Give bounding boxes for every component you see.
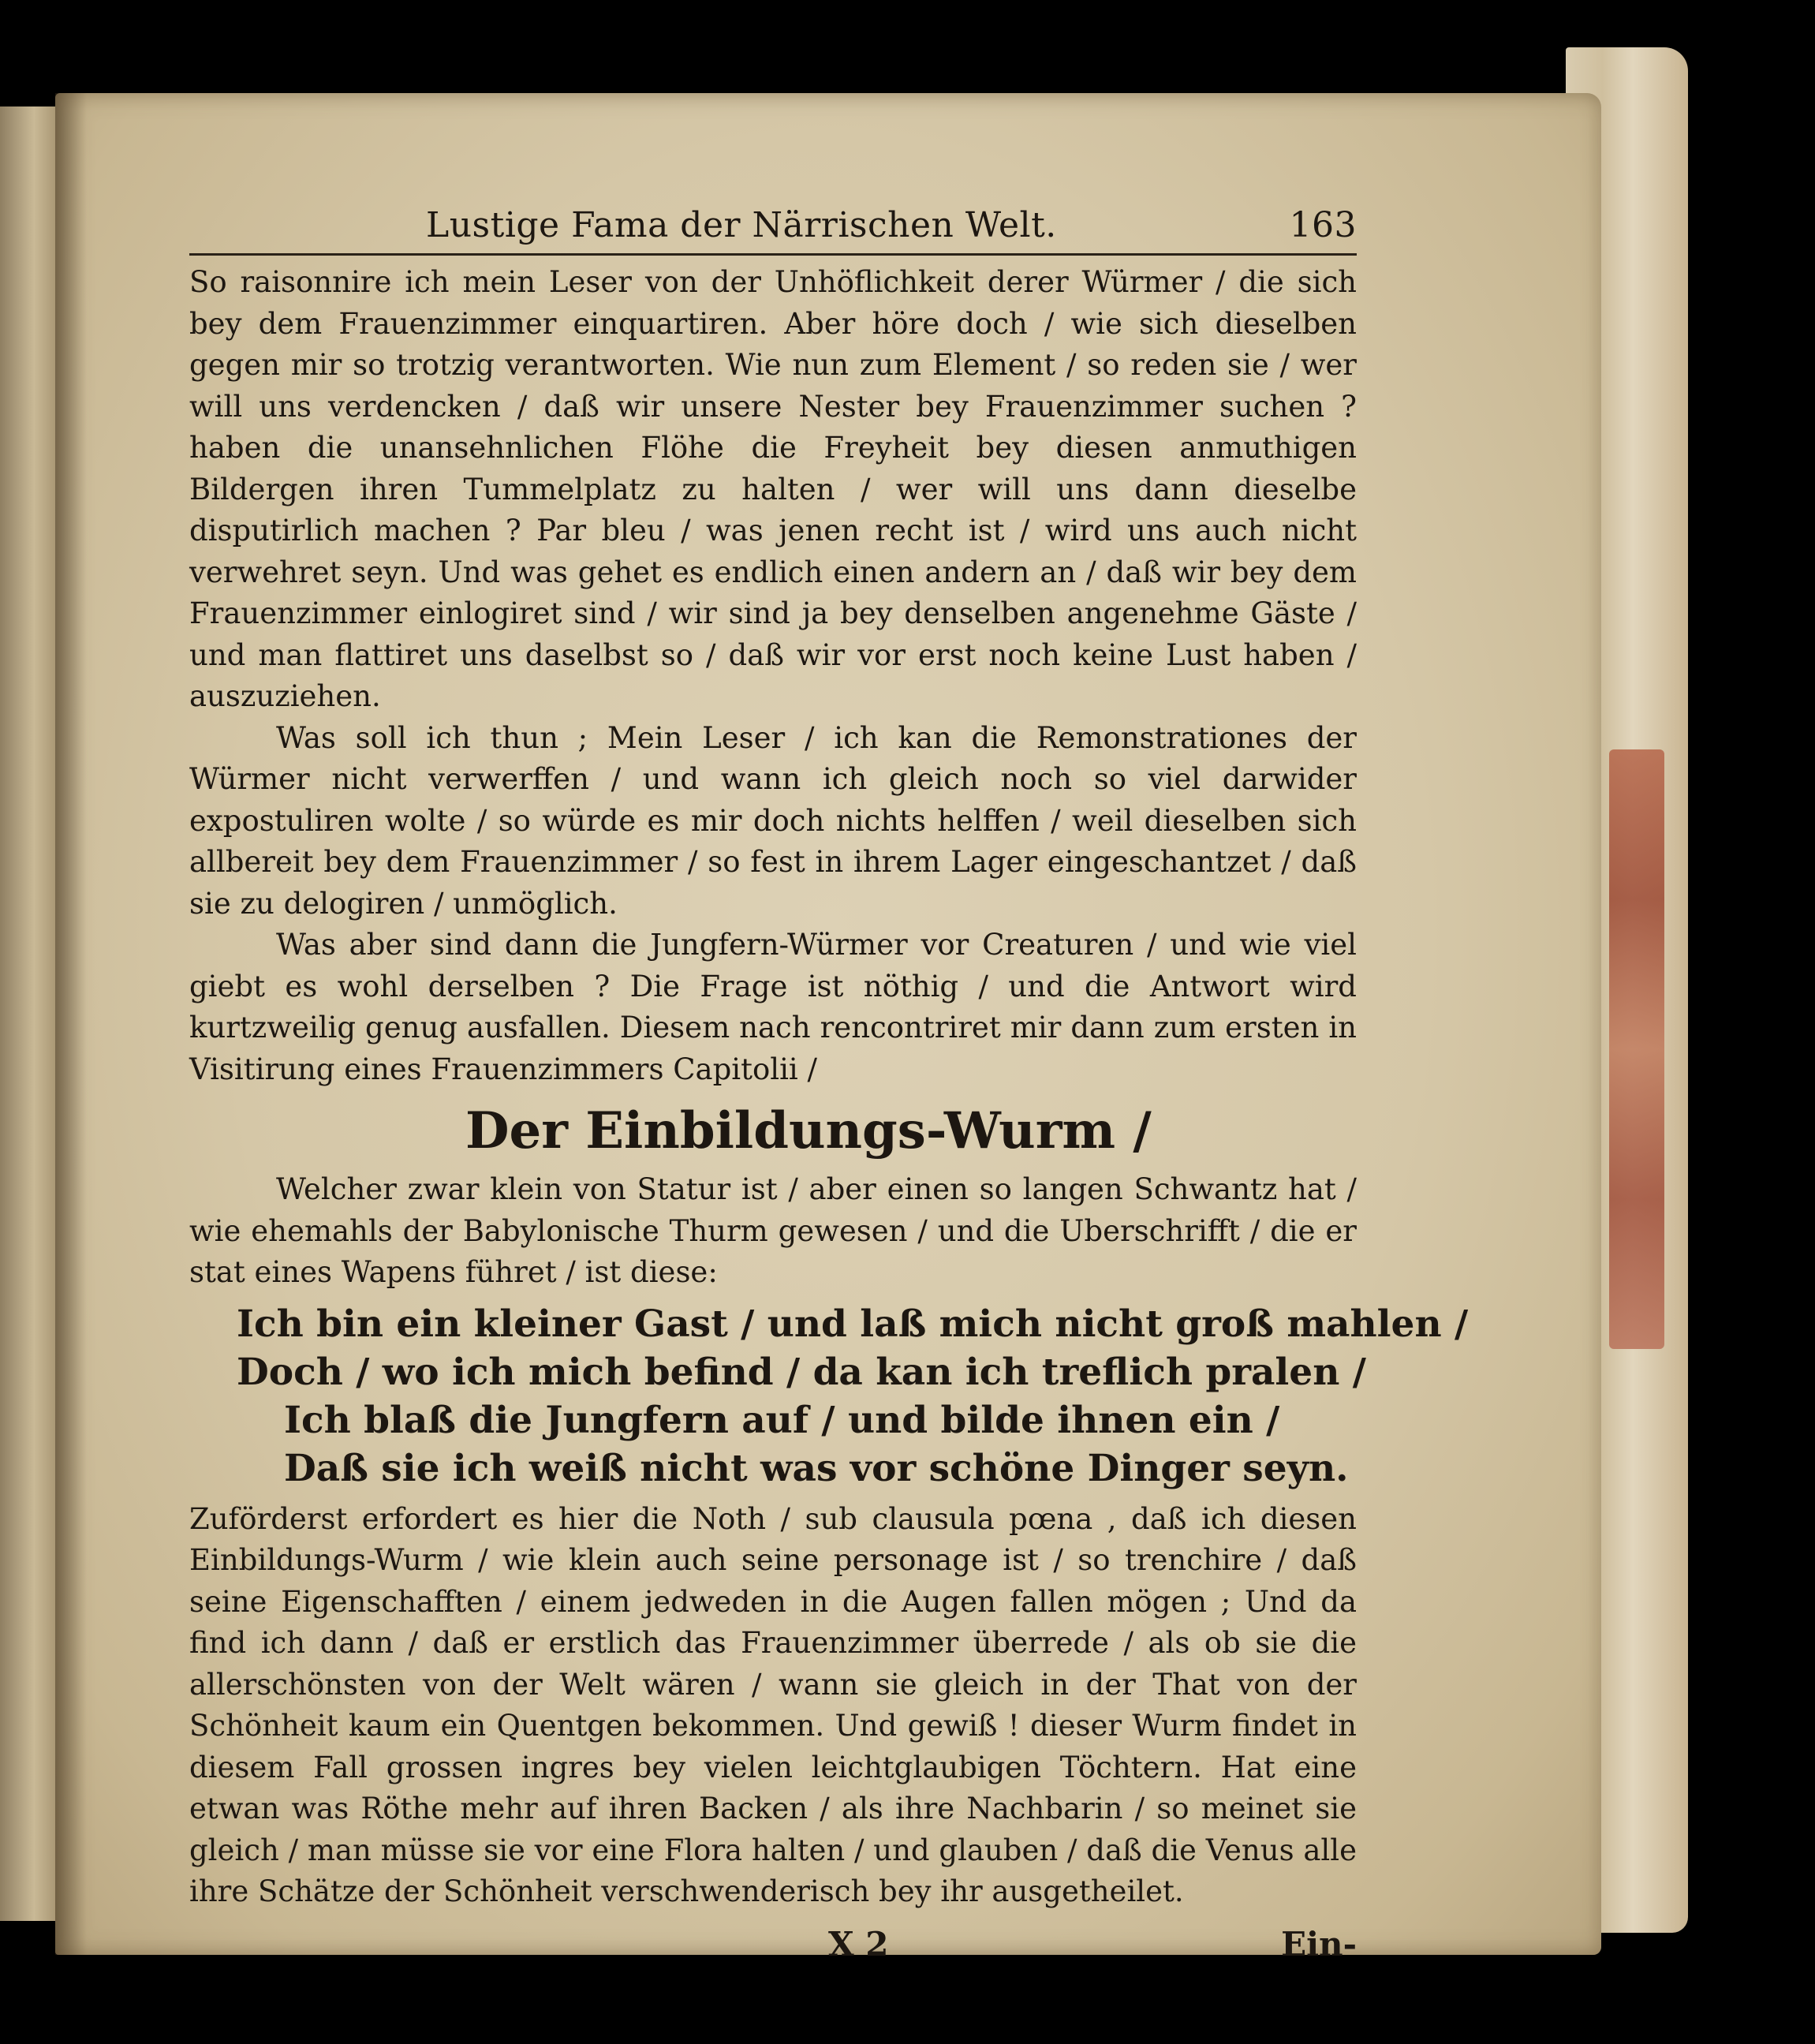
running-head [189,201,1357,250]
section-heading: Der Einbildungs-Wurm / [465,1101,1152,1160]
facing-page-edge [0,106,57,1921]
running-head-title: Lustige Fama der Närrischen Welt. [426,205,1057,245]
verse-block [237,1300,1469,1493]
verse-line: Ich blaß die Jungfern auf / und bilde ihnen ein / [284,1398,1280,1442]
verse-line: Ich bin ein kleiner Gast / und laß mich nicht groß mahlen / [237,1302,1469,1346]
catchword: Ein- [1281,1924,1357,1964]
header-rule [189,253,1357,256]
paragraph-2: Was soll ich thun ; Mein Leser / ich kan die Remonstrationes der Würmer nicht verwerffen / und wann ich gleich noch so viel darwider expostuliren wolte / so würde es mir doch nichts helffen / weil dieselben sich allbereit bey dem Frauenzimmer / so fest in ihrem Lager eingeschantzet / daß sie zu delogiren / unmöglich. [189,720,1357,921]
verse-line: Doch / wo ich mich befind / da kan ich treflich pralen / [237,1350,1366,1394]
gutter-shadow [55,93,87,1955]
page-footer [189,1921,1357,1968]
section-intro: Welcher zwar klein von Statur ist / aber einen so langen Schwantz hat / wie ehemahls der Babylonische Thurm gewesen / und die Uberschrifft / die er stat eines Wapens führet / ist diese: [189,1172,1357,1289]
paragraph-3: Was aber sind dann die Jungfern-Würmer vor Creaturen / und wie viel giebt es wohl derselben ? Die Frage ist nöthig / und die Antwort wird kurtzweilig genug ausfallen. Diesem nach rencontriret mir dann zum ersten in Visitirung eines Frauenzimmers Capitolii / [189,928,1357,1086]
page-text-block [189,201,1469,1968]
signature-mark: X 2 [828,1924,889,1964]
page-number: 163 [1289,205,1357,245]
paragraph-1: So raisonnire ich mein Leser von der Unhöflichkeit derer Würmer / die sich bey dem Frauenzimmer einquartiren. Aber höre doch / wie sich dieselben gegen mir so trotzig verantworten. Wie nun zum Element / so reden sie / wer will uns verdencken / daß wir unsere Nester bey Frauenzimmer suchen ? haben die unansehnlichen Flöhe die Freyheit bey diesen anmuthigen Bildergen ihren Tummelplatz zu halten / wer will uns dann dieselbe disputirlich machen ? Par bleu / was jenen recht ist / wird uns auch nicht verwehret seyn. Und was gehet es endlich einen andern an / daß wir bey dem Frauenzimmer einlogiret sind / wir sind ja bey denselben angenehme Gäste / und man flattiret uns daselbst so / daß wir vor erst noch keine Lust haben / auszuziehen. [189,265,1357,713]
verse-line: Daß sie ich weiß nicht was vor schöne Dinger seyn. [284,1446,1349,1490]
closing-paragraph: Zuförderst erfordert es hier die Noth / sub clausula pœna , daß ich diesen Einbildungs-Wurm / wie klein auch seine personage ist / so trenchire / daß seine Eigenschafften / einem jedweden in die Augen fallen mögen ; Und da find ich dann / daß er erstlich das Frauenzimmer überrede / als ob sie die allerschönsten von der Welt wären / wann sie gleich in der That von der Schönheit kaum ein Quentgen bekommen. Und gewiß ! dieser Wurm findet in diesem Fall grossen ingres bey vielen leichtglaubigen Töchtern. Hat eine etwan was Röthe mehr auf ihren Backen / als ihre Nachbarin / so meinet sie gleich / man müsse sie vor eine Flora halten / und glauben / daß die Venus alle ihre Schätze der Schönheit verschwenderisch bey ihr ausgetheilet. [189,1501,1357,1908]
marbled-cover-patch [1609,749,1664,1349]
